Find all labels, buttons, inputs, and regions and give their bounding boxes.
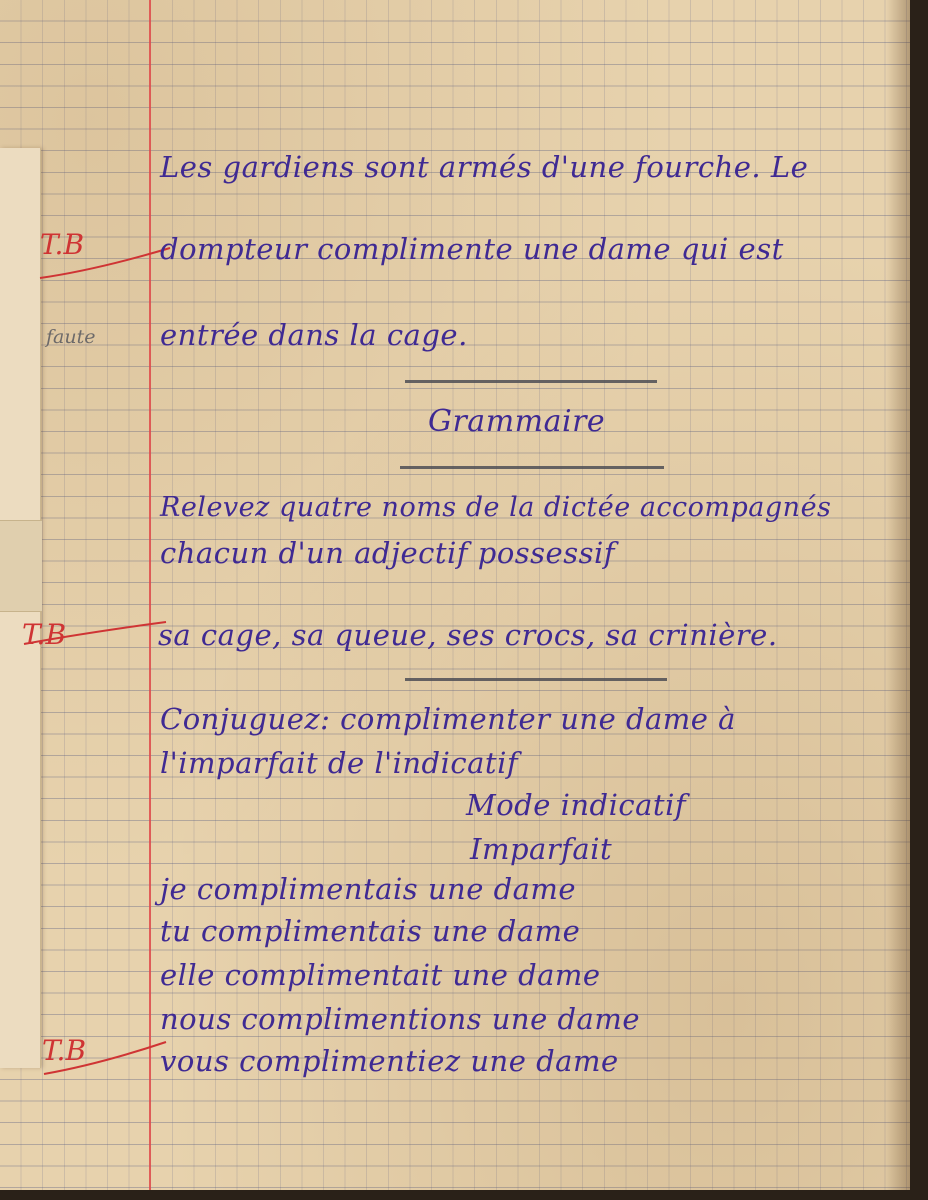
margin-grade-2: T.B — [22, 618, 67, 651]
margin-grade-1: T.B — [40, 228, 85, 261]
conjugation-elle: elle complimentait une dame — [160, 958, 601, 992]
rule-above-title — [405, 380, 657, 383]
red-margin-line — [149, 0, 151, 1190]
tense-heading: Imparfait — [470, 832, 613, 866]
margin-grade-3: T.B — [42, 1034, 87, 1067]
answer-1: sa cage, sa queue, ses crocs, sa crinière. — [158, 618, 778, 652]
rule-section-2 — [405, 678, 667, 681]
conjugation-je: je complimentais une dame — [160, 872, 577, 906]
grade-stroke-1 — [36, 240, 176, 284]
dictation-line-2: dompteur complimente une dame qui est — [160, 232, 784, 266]
conjugation-tu: tu complimentais une dame — [160, 914, 581, 948]
question-2-line-1: Conjuguez: complimenter une dame à — [160, 702, 736, 736]
grammar-heading: Grammaire — [428, 404, 606, 439]
question-1-line-2: chacun d'un adjectif possessif — [160, 536, 615, 570]
conjugation-nous: nous complimentions une dame — [160, 1002, 640, 1036]
grade-stroke-3 — [40, 1036, 170, 1080]
grade-stroke-2 — [20, 612, 170, 656]
margin-pencil-note: faute — [46, 326, 96, 348]
question-2-line-2: l'imparfait de l'indicatif — [160, 746, 519, 780]
rule-below-title — [400, 466, 664, 469]
question-1-line-1: Relevez quatre noms de la dictée accompagnés — [160, 492, 832, 523]
mode-heading: Mode indicatif — [466, 788, 687, 822]
dictation-line-1: Les gardiens sont armés d'une fourche. Le — [160, 150, 809, 184]
binding-tab-fold — [0, 520, 42, 612]
conjugation-vous: vous complimentiez une dame — [160, 1044, 619, 1078]
dictation-line-3: entrée dans la cage. — [160, 318, 468, 352]
page-edge-shadow — [886, 0, 910, 1190]
